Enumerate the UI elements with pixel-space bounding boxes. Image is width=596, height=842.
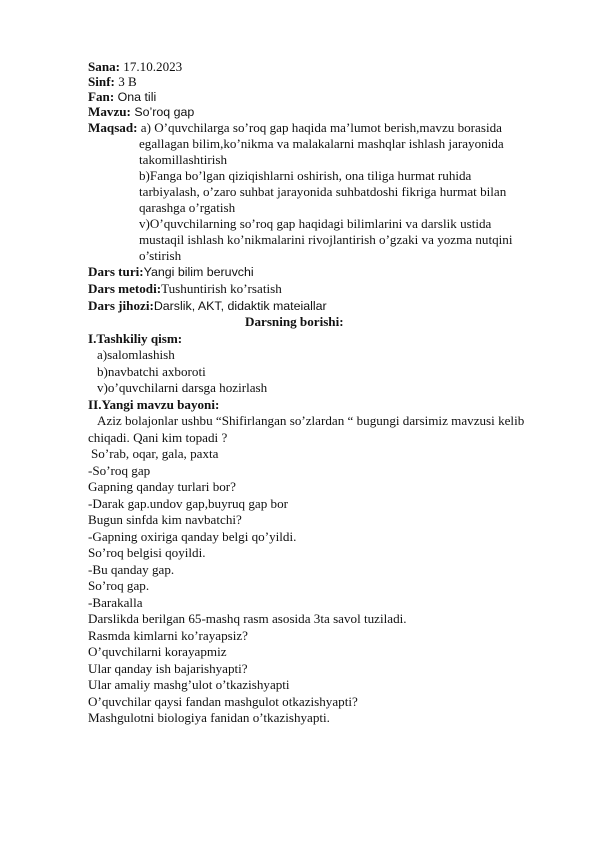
section1-item: b)navbatchi axboroti [97,364,206,379]
lesson-type-line [88,264,254,279]
section2-line: Bugun sinfda kim navbatchi? [88,512,242,527]
lesson-method-value: Tushuntirish ko’rsatish [161,281,282,296]
section2-line: Rasmda kimlarni ko’rayapsiz? [88,628,248,643]
section2-line: Aziz bolajonlar ushbu “Shifirlangan so’zlardan “ bugungi darsimiz mavzusi kelib [97,413,525,428]
class-label: Sinf: [88,74,115,89]
section2-title: II.Yangi mavzu bayoni: [88,397,220,412]
section2-line: -Gapning oxiriga qanday belgi qo’yildi. [88,529,297,544]
section2-line: So’roq belgisi qoyildi. [88,545,206,560]
goal-line: tarbiyalash, o’zaro suhbat jarayonida suhbatdoshi fikriga hurmat bilan [139,184,507,199]
goal-line: v)O’quvchilarning so’roq gap haqidagi bilimlarini va darslik ustida [139,216,492,231]
section2-line: Ular qanday ish bajarishyapti? [88,661,248,676]
date-label: Sana: [88,59,121,74]
section1-item: v)o’quvchilarni darsga hozirlash [97,380,268,395]
lesson-method-line [88,281,282,296]
section2-line: chiqadi. Qani kim topadi ? [88,430,228,445]
date-value: 17.10.2023 [120,59,183,74]
section2-line: O’quvchilarni korayapmiz [88,644,227,659]
section2-line: So’rab, oqar, gala, paxta [91,446,219,461]
lesson-progress-title: Darsning borishi: [245,314,344,329]
goals-label: Maqsad: [88,120,138,135]
topic-line [88,104,194,119]
goal-line: qarashga o’rgatish [139,200,236,215]
section1-title: I.Tashkiliy qism: [88,331,183,346]
section2-line: -Darak gap.undov gap,buyruq gap bor [88,496,288,511]
class-value: 3 B [114,74,137,89]
subject-value: Ona tili [114,90,157,104]
section2-line: So’roq gap. [88,578,150,593]
section2-line: Mashgulotni biologiya fanidan o’tkazishyapti. [88,710,330,725]
subject-label: Fan: [88,89,115,104]
section2-line: -Barakalla [88,595,143,610]
goal-line: o’stirish [139,248,182,263]
section2-line: O’quvchilar qaysi fandan mashgulot otkazishyapti? [88,694,358,709]
section2-line: Ular amaliy mashg’ulot o’tkazishyapti [88,677,290,692]
topic-label: Mavzu: [88,104,131,119]
lesson-method-label: Dars metodi: [88,281,162,296]
section1-item: a)salomlashish [97,347,175,362]
lesson-equipment-line [88,298,327,313]
lesson-equipment-value: Darslik, AKT, didaktik mateiallar [153,299,327,313]
section2-line: -So’roq gap [88,463,151,478]
class-line [88,74,137,89]
goal-line: mustaqil ishlash ko’nikmalarini rivojlantirish o’gzaki va yozma nutqini [139,232,513,247]
goal-line: takomillashtirish [139,152,228,167]
lesson-type-value: Yangi bilim beruvchi [143,265,254,279]
goal-line: b)Fanga bo’lgan qiziqishlarni oshirish, ona tiliga hurmat ruhida [139,168,472,183]
section2-line: Darslikda berilgan 65-mashq rasm asosida 3ta savol tuziladi. [88,611,407,626]
lesson-equipment-label: Dars jihozi: [88,298,154,313]
goals-first-line [88,120,502,135]
section2-line: -Bu qanday gap. [88,562,175,577]
subject-line [88,89,156,104]
section2-line: Gapning qanday turlari bor? [88,479,236,494]
topic-value: So’roq gap [130,105,195,119]
goal-line: egallagan bilim,ko’nikma va malakalarni mashqlar ishlash jarayonida [139,136,504,151]
date-line [88,59,182,74]
goal-line: a) O’quvchilarga so’roq gap haqida ma’lumot berish,mavzu borasida [140,120,502,135]
lesson-type-label: Dars turi: [88,264,144,279]
